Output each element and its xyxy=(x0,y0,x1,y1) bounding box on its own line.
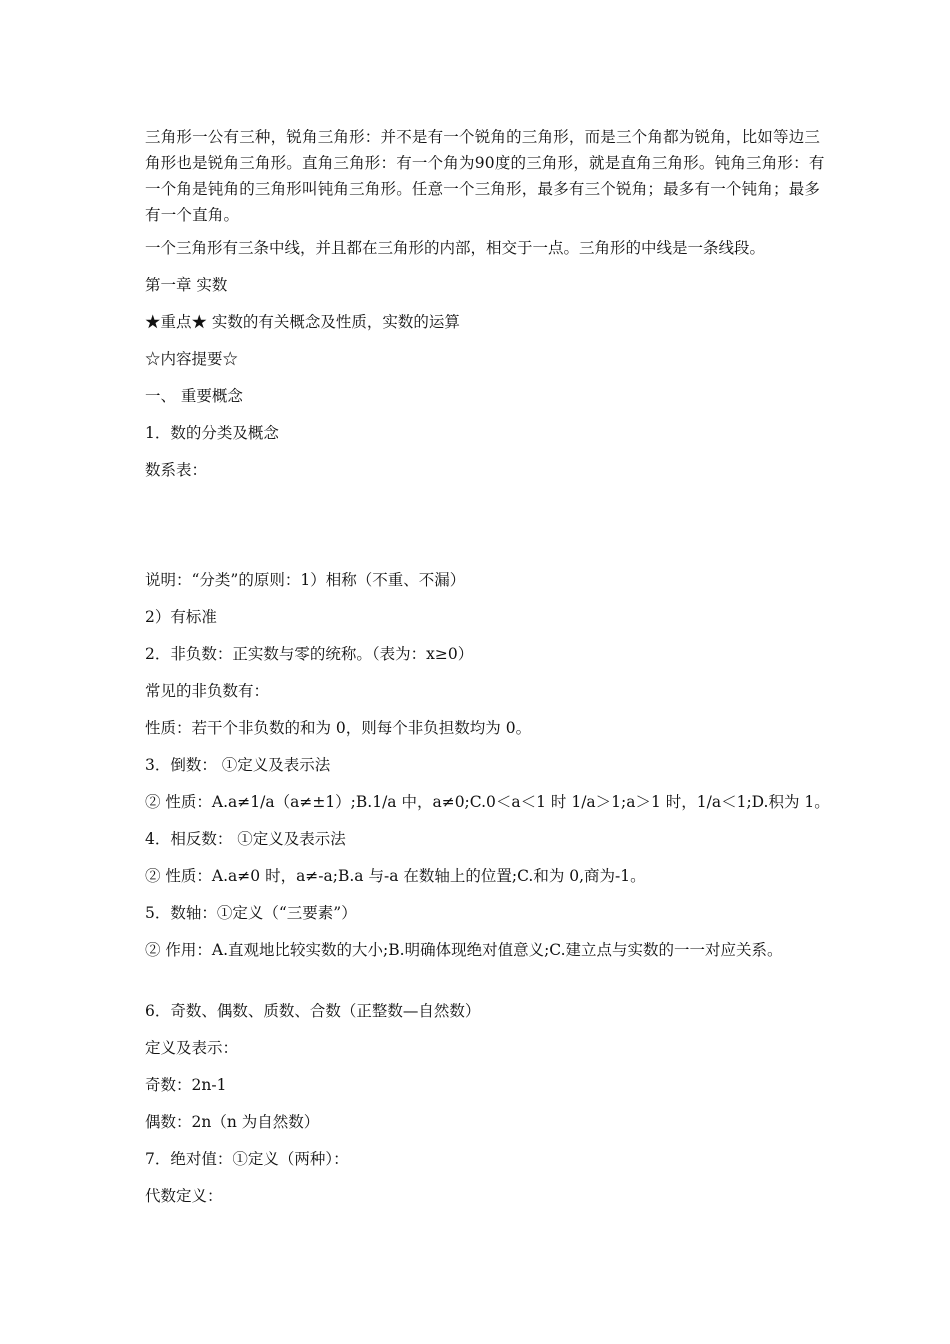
content-summary-heading: ☆内容提要☆ xyxy=(145,350,239,368)
key-points: ★重点★ 实数的有关概念及性质，实数的运算 xyxy=(145,313,460,331)
even-number: 偶数：2n（n 为自然数） xyxy=(145,1113,320,1131)
classification-note-2: 2）有标准 xyxy=(145,608,217,626)
item-4-heading: 4．相反数： ①定义及表示法 xyxy=(145,830,346,848)
item-3-heading: 3．倒数： ①定义及表示法 xyxy=(145,756,331,774)
item-6-heading: 6．奇数、偶数、质数、合数（正整数—自然数） xyxy=(145,1002,481,1020)
nonnegative-property: 性质：若干个非负数的和为 0，则每个非负担数均为 0。 xyxy=(145,719,532,737)
section-heading: 一、 重要概念 xyxy=(145,387,243,405)
common-nonnegative: 常见的非负数有： xyxy=(145,682,270,700)
classification-note: 说明：“分类”的原则：1）相称（不重、不漏） xyxy=(145,571,466,589)
algebraic-definition: 代数定义： xyxy=(145,1187,223,1205)
opposite-property: ② 性质：A.a≠0 时，a≠-a;B.a 与-a 在数轴上的位置;C.和为 0,商为-1。 xyxy=(145,867,646,885)
paragraph-triangle-median: 一个三角形有三条中线，并且都在三角形的内部，相交于一点。三角形的中线是一条线段。 xyxy=(145,239,766,257)
item-5-heading: 5．数轴：①定义（“三要素”） xyxy=(145,904,357,922)
reciprocal-property: ② 性质：A.a≠1/a（a≠±1）;B.1/a 中，a≠0;C.0＜a＜1 时 1/a＞1;a＞1 时，1/a＜1;D.积为 1。 xyxy=(145,793,830,811)
chapter-title: 第一章 实数 xyxy=(145,276,228,294)
number-line-usage: ② 作用：A.直观地比较实数的大小;B.明确体现绝对值意义;C.建立点与实数的一一对应关系。 xyxy=(145,941,783,959)
paragraph-triangle-types: 三角形一公有三种，锐角三角形：并不是有一个锐角的三角形，而是三个角都为锐角，比如等边三角形也是锐角三角形。直角三角形：有一个角为90度的三角形，就是直角三角形。钝角三角形：有一个角是钝角的三角形叫钝角三角形。任意一个三角形，最多有三个锐角；最多有一个钝角；最多有一个直角。 xyxy=(145,128,825,224)
number-system-label: 数系表： xyxy=(145,461,208,479)
item-7-heading: 7．绝对值：①定义（两种）： xyxy=(145,1150,349,1168)
item-1-heading: 1．数的分类及概念 xyxy=(145,424,279,442)
odd-number: 奇数：2n-1 xyxy=(145,1076,227,1094)
definition-label: 定义及表示： xyxy=(145,1039,239,1057)
item-2-heading: 2．非负数：正实数与零的统称。（表为：x≥0） xyxy=(145,645,474,663)
